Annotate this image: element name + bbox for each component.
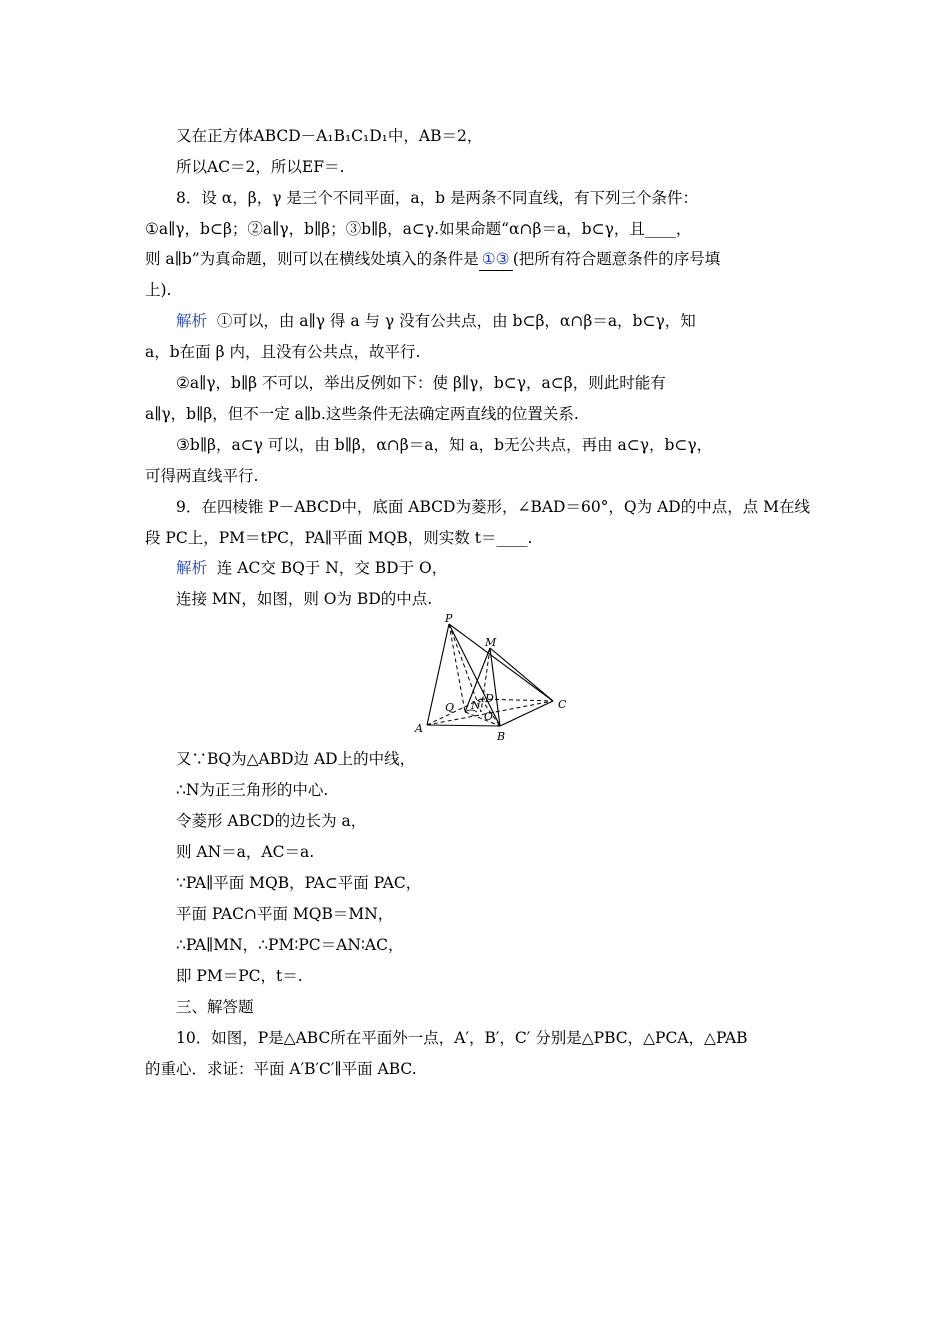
figure-label-O: O [484, 710, 494, 723]
text-line: 又在正方体ABCD－A₁B₁C₁D₁中，AB＝2， [176, 127, 483, 145]
text-line [176, 557, 447, 579]
text-line [176, 310, 696, 332]
text-line: 连接 MN，如图，则 O为 BD的中点. [176, 590, 433, 608]
figure-label-P: P [445, 612, 453, 625]
figure-label-B: B [497, 730, 506, 743]
text-line: ∵PA∥平面 MQB，PA⊂平面 PAC， [176, 874, 422, 892]
text-line: 平面 PAC∩平面 MQB＝MN， [176, 905, 394, 923]
text-line: ③b∥β，a⊂γ 可以，由 b∥β，α∩β＝a，知 a，b无公共点，再由 a⊂γ，b⊂γ， [176, 436, 713, 454]
text-line: 令菱形 ABCD的边长为 a， [176, 812, 367, 830]
figure-label-C: C [558, 698, 567, 711]
text-span: ①可以，由 a∥γ 得 a 与 γ 没有公共点，由 b⊂β，α∩β＝a，b⊂γ，知 [216, 312, 696, 330]
text-line: 段 PC上，PM＝tPC，PA∥平面 MQB，则实数 t＝____. [145, 529, 533, 547]
text-line: 所以AC＝2，所以EF＝. [176, 158, 345, 176]
text-line: ①a∥γ，b⊂β；②a∥γ，b∥β；③b∥β，a⊂γ.如果命题“α∩β＝a，b⊂γ，且____， [145, 220, 692, 238]
text-line: ②a∥γ，b∥β 不可以，举出反例如下：使 β∥γ，b⊂γ，a⊂β，则此时能有 [176, 374, 666, 392]
text-line: 的重心．求证：平面 A′B′C′∥平面 ABC. [145, 1060, 417, 1078]
question-10: 10．如图，P是△ABC所在平面外一点，A′，B′，C′ 分别是△PBC，△PCA，△PAB [176, 1029, 748, 1047]
text-span: 连 AC交 BQ于 N，交 BD于 O， [216, 559, 448, 577]
text-line [145, 248, 720, 271]
analysis-label: 解析 [176, 312, 208, 330]
text-line: ∴PA∥MN，∴PM∶PC＝AN∶AC， [176, 936, 404, 954]
text-line: a，b在面 β 内，且没有公共点，故平行. [145, 343, 421, 361]
figure-label-N: N [471, 699, 481, 712]
figure-label-M: M [485, 636, 497, 649]
question-8: 8．设 α，β，γ 是三个不同平面，a，b 是两条不同直线，有下列三个条件： [176, 189, 698, 207]
answer-blank: ①③ [479, 248, 513, 271]
section-heading: 三、解答题 [176, 998, 254, 1016]
text-line: ∴N为正三角形的中心. [176, 781, 329, 799]
figure-label-Q: Q [445, 701, 455, 714]
figure-label-D: D [485, 692, 494, 705]
text-line: 即 PM＝PC，t＝. [176, 967, 303, 985]
analysis-label: 解析 [176, 559, 208, 577]
text-line: 上). [145, 281, 172, 299]
question-9: 9．在四棱锥 P－ABCD中，底面 ABCD为菱形，∠BAD＝60°，Q为 AD的中点，点 M在线 [176, 498, 810, 516]
pyramid-figure [405, 612, 585, 747]
text-line: 则 AN＝a，AC＝a. [176, 843, 315, 861]
text-span: 则 a∥b”为真命题，则可以在横线处填入的条件是 [145, 250, 479, 268]
text-span: (把所有符合题意条件的序号填 [512, 250, 721, 268]
text-line: a∥γ，b∥β，但不一定 a∥b.这些条件无法确定两直线的位置关系. [145, 405, 579, 423]
text-line: 又∵BQ为△ABD边 AD上的中线， [176, 750, 416, 768]
figure-label-A: A [415, 722, 423, 735]
text-line: 可得两直线平行. [145, 467, 259, 485]
